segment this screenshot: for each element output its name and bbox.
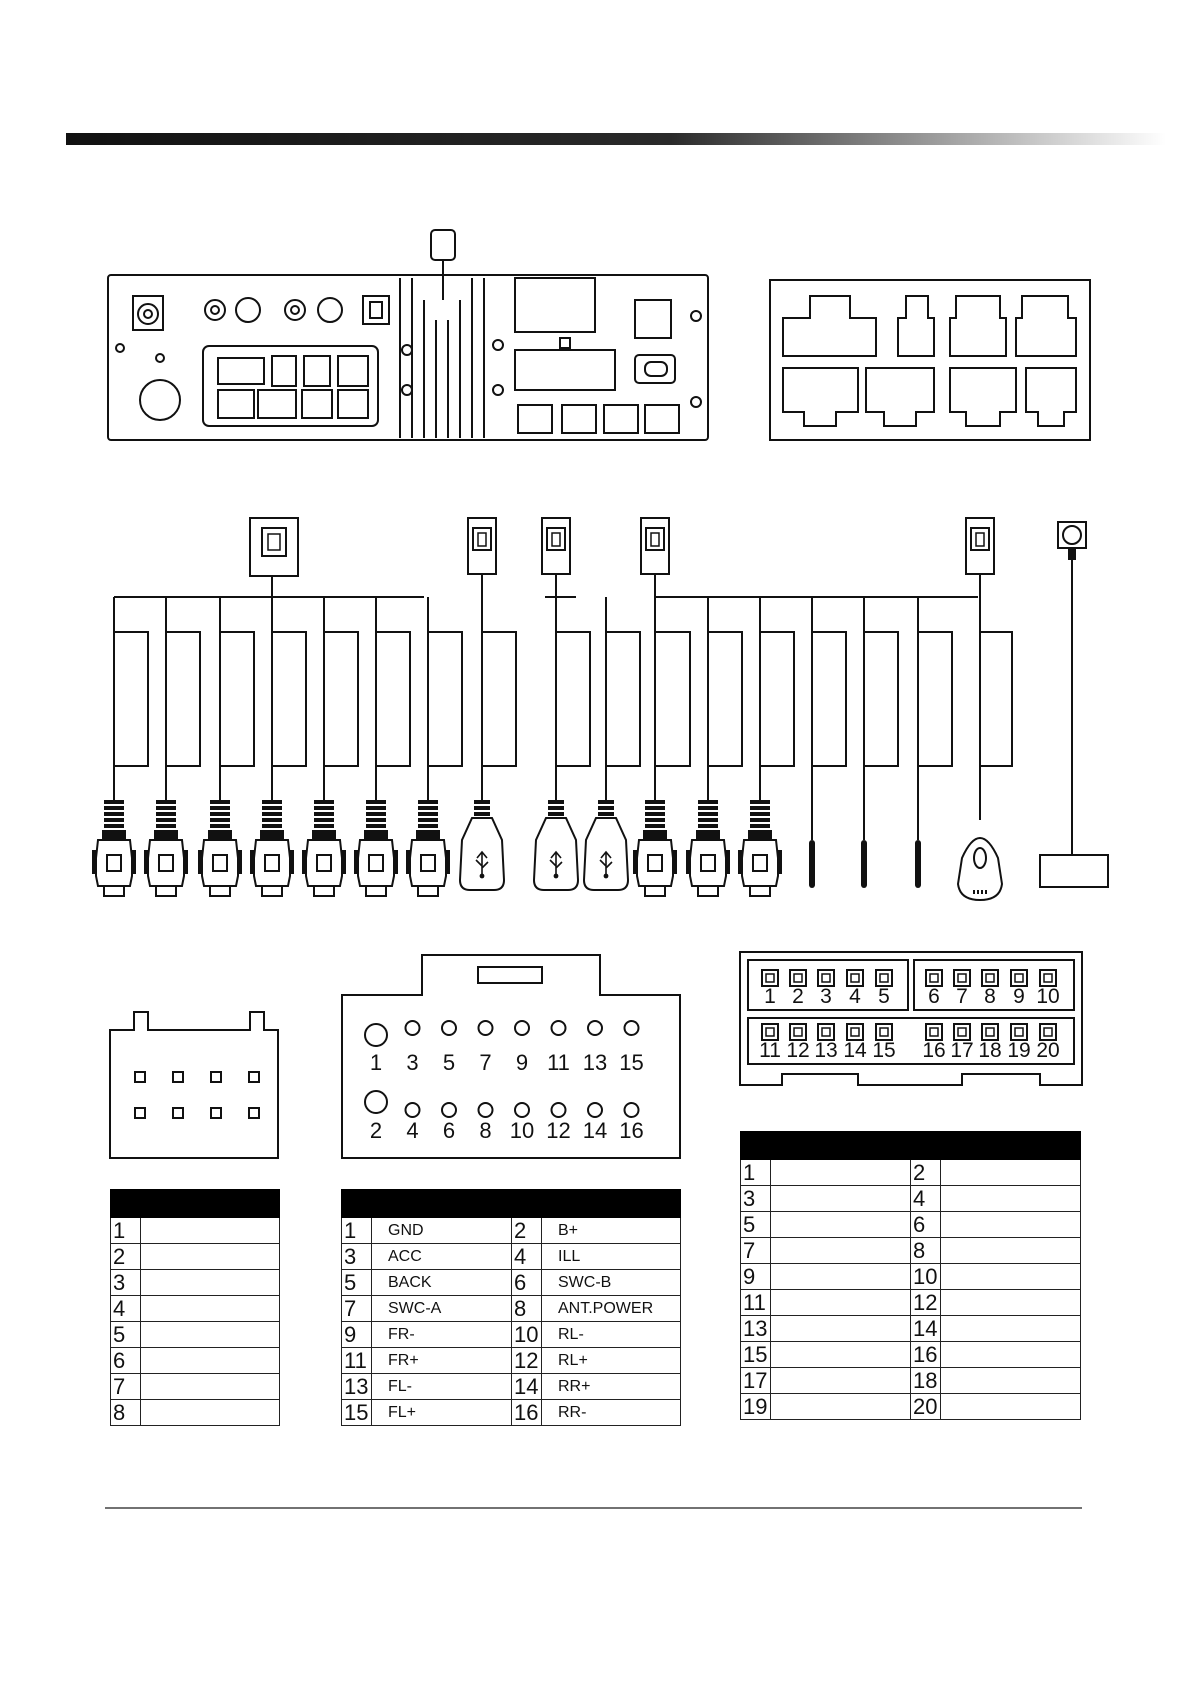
table-row [111, 1400, 280, 1426]
pin-function: RL+ [542, 1348, 681, 1374]
table-row [342, 1218, 681, 1244]
pin-number: 14 [911, 1316, 941, 1342]
pin-function [771, 1368, 911, 1394]
pin-number: 4 [111, 1296, 141, 1322]
table-row [741, 1160, 1081, 1186]
pin-function [941, 1316, 1081, 1342]
table-row [342, 1244, 681, 1270]
table-row [342, 1322, 681, 1348]
pin-hole [406, 1021, 420, 1035]
table-row [741, 1368, 1081, 1394]
pin-function [771, 1212, 911, 1238]
connector-20pin [740, 952, 1082, 1085]
pin-terminal [1040, 1024, 1056, 1040]
pin-function [941, 1342, 1081, 1368]
pin-number: 13 [814, 1039, 838, 1062]
table-row [741, 1264, 1081, 1290]
pin-function [941, 1212, 1081, 1238]
table-20pin [740, 1131, 1081, 1420]
pin-number: 9 [515, 1050, 529, 1075]
table-header [342, 1190, 681, 1218]
pin-function [771, 1290, 911, 1316]
pin-terminal [1011, 970, 1027, 986]
rca-plugs [92, 800, 782, 896]
pin-function: FL+ [372, 1400, 512, 1426]
pin-function [771, 1264, 911, 1290]
pin-number: 11 [342, 1348, 372, 1374]
pin-hole [515, 1103, 529, 1117]
pin-number: 4 [406, 1118, 419, 1143]
pin-number: 2 [911, 1160, 941, 1186]
pin-function [141, 1348, 280, 1374]
usb-plugs [460, 800, 628, 890]
table-row [342, 1296, 681, 1322]
pin-hole [515, 1021, 529, 1035]
pin-function [771, 1186, 911, 1212]
head-unit-rear-panel [108, 230, 708, 440]
pin-number: 12 [786, 1039, 810, 1062]
pin-number: 7 [111, 1374, 141, 1400]
pin-number: 8 [479, 1118, 492, 1143]
pin-number: 7 [342, 1296, 372, 1322]
pin-number: 6 [442, 1118, 456, 1143]
table-row [741, 1212, 1081, 1238]
cable-harness [114, 560, 1072, 855]
pin-number: 11 [547, 1050, 570, 1075]
table-row [741, 1316, 1081, 1342]
pin-number: 19 [741, 1394, 771, 1420]
pin-hole [588, 1021, 602, 1035]
table-row [741, 1342, 1081, 1368]
pin-hole [442, 1103, 456, 1117]
pin-number: 17 [950, 1039, 974, 1062]
pin-function: FR+ [372, 1348, 512, 1374]
pin-terminal [954, 970, 970, 986]
antenna-adapter-box [1040, 855, 1108, 887]
pin-number: 7 [479, 1050, 492, 1075]
pin-number: 16 [512, 1400, 542, 1426]
pin-function [771, 1238, 911, 1264]
pin-number: 1 [741, 1160, 771, 1186]
pin-number: 11 [759, 1039, 781, 1062]
pin-function [141, 1296, 280, 1322]
microphone [958, 838, 1002, 900]
table-row [111, 1322, 280, 1348]
pin-terminal [1040, 970, 1056, 986]
pin-function: RR- [542, 1400, 681, 1426]
table-row [111, 1374, 280, 1400]
pin-terminal [818, 970, 834, 986]
table-8pin [110, 1189, 280, 1426]
pin-number: 16 [922, 1039, 946, 1062]
pin-number: 11 [741, 1290, 771, 1316]
pin-function [941, 1368, 1081, 1394]
pin-hole [552, 1103, 566, 1117]
harness-plug-block [770, 280, 1090, 440]
pin-function [941, 1290, 1081, 1316]
pin-function: ANT.POWER [542, 1296, 681, 1322]
pin-terminal [926, 1024, 942, 1040]
pin-number: 4 [512, 1244, 542, 1270]
pin-number: 12 [512, 1348, 542, 1374]
pin-number: 15 [619, 1050, 644, 1075]
connector-16pin [342, 955, 680, 1158]
pin-function: SWC-A [372, 1296, 512, 1322]
pin-function [141, 1374, 280, 1400]
pin-hole [479, 1103, 493, 1117]
pin-number: 10 [512, 1322, 542, 1348]
pin-hole [552, 1021, 566, 1035]
pin-terminal [818, 1024, 834, 1040]
pin-terminal [954, 1024, 970, 1040]
pin-function [141, 1400, 280, 1426]
pin-number: 1 [111, 1218, 141, 1244]
pin-terminal [1011, 1024, 1027, 1040]
table-row [342, 1270, 681, 1296]
table-16pin [341, 1189, 681, 1426]
table-row [741, 1238, 1081, 1264]
pin-hole [406, 1103, 420, 1117]
pin-number: 8 [512, 1296, 542, 1322]
table-row [111, 1270, 280, 1296]
pin-function [941, 1186, 1081, 1212]
pin-terminal [982, 970, 998, 986]
pin-number: 2 [792, 985, 804, 1008]
pin-number: 3 [741, 1186, 771, 1212]
table-row [111, 1296, 280, 1322]
table-header [111, 1190, 280, 1218]
pin-number: 8 [911, 1238, 941, 1264]
pin-function [941, 1238, 1081, 1264]
pin-number: 1 [369, 1050, 383, 1075]
pin-number: 3 [406, 1050, 419, 1075]
pin-terminal [762, 970, 778, 986]
table-row [342, 1348, 681, 1374]
pin-terminal [876, 1024, 892, 1040]
pin-number: 18 [978, 1039, 1002, 1062]
pin-number: 16 [619, 1118, 644, 1143]
pin-number: 20 [1036, 1039, 1060, 1062]
pin-hole [625, 1103, 639, 1117]
table-row [111, 1244, 280, 1270]
pin-number: 12 [911, 1290, 941, 1316]
pin-number: 7 [956, 985, 968, 1008]
pin-terminal [926, 970, 942, 986]
pin-number: 14 [843, 1039, 867, 1062]
pin-number: 16 [911, 1342, 941, 1368]
pin-number: 2 [512, 1218, 542, 1244]
pin-number: 13 [582, 1050, 608, 1075]
pin-terminal [847, 970, 863, 986]
pin-function: RR+ [542, 1374, 681, 1400]
pin-number: 12 [546, 1118, 571, 1143]
bare-wire-ends [809, 840, 921, 888]
pin-function: SWC-B [542, 1270, 681, 1296]
table-row [741, 1290, 1081, 1316]
table-row [111, 1348, 280, 1374]
table-header [741, 1132, 1081, 1160]
pin-terminal [982, 1024, 998, 1040]
pin-hole [588, 1103, 602, 1117]
pin-function: GND [372, 1218, 512, 1244]
pin-number: 18 [911, 1368, 941, 1394]
pin-hole [625, 1021, 639, 1035]
pin-number: 2 [369, 1118, 383, 1143]
tab-connectors [250, 518, 1086, 576]
pin-function [141, 1322, 280, 1348]
pin-number: 6 [111, 1348, 141, 1374]
pin-function: BACK [372, 1270, 512, 1296]
pin-function [941, 1394, 1081, 1420]
pin-function [771, 1316, 911, 1342]
table-row [111, 1218, 280, 1244]
pin-number: 8 [111, 1400, 141, 1426]
pin-number: 8 [984, 985, 996, 1008]
pin-function: ILL [542, 1244, 681, 1270]
pin-number: 20 [911, 1394, 941, 1420]
pin-terminal [847, 1024, 863, 1040]
pin-number: 3 [820, 985, 832, 1008]
table-row [741, 1186, 1081, 1212]
pin-function [771, 1394, 911, 1420]
pin-number: 10 [509, 1118, 535, 1143]
pin-number: 3 [111, 1270, 141, 1296]
pin-number: 10 [1036, 985, 1060, 1008]
table-row [741, 1394, 1081, 1420]
pin-terminal [762, 1024, 778, 1040]
pin-number: 6 [911, 1212, 941, 1238]
table-row [342, 1400, 681, 1426]
pin-function [771, 1342, 911, 1368]
pin-function: B+ [542, 1218, 681, 1244]
pin-terminal [790, 1024, 806, 1040]
pin-hole [479, 1021, 493, 1035]
pin-number: 1 [764, 985, 776, 1008]
pin-number: 15 [872, 1039, 896, 1062]
pin-function [141, 1244, 280, 1270]
pin-number: 14 [512, 1374, 542, 1400]
pin-function [141, 1270, 280, 1296]
pin-function [941, 1264, 1081, 1290]
connector-8pin [110, 1012, 278, 1158]
pin-function [141, 1218, 280, 1244]
pin-number: 19 [1007, 1039, 1031, 1062]
pin-number: 9 [342, 1322, 372, 1348]
pin-number: 2 [111, 1244, 141, 1270]
pin-function: FR- [372, 1322, 512, 1348]
pin-function: FL- [372, 1374, 512, 1400]
pin-number: 9 [1013, 985, 1025, 1008]
pin-number: 1 [342, 1218, 372, 1244]
pin-number: 3 [342, 1244, 372, 1270]
pin-number: 10 [911, 1264, 941, 1290]
pin-number: 17 [741, 1368, 771, 1394]
table-row [342, 1374, 681, 1400]
pin-number: 13 [342, 1374, 372, 1400]
pin-number: 5 [342, 1270, 372, 1296]
pin-function [771, 1160, 911, 1186]
pin-number: 15 [741, 1342, 771, 1368]
pin-number: 6 [928, 985, 940, 1008]
pin-number: 9 [741, 1264, 771, 1290]
pin-function: ACC [372, 1244, 512, 1270]
pin-number: 7 [741, 1238, 771, 1264]
header-bar [66, 133, 1166, 145]
pin-number: 5 [878, 985, 890, 1008]
pin-terminal [876, 970, 892, 986]
pin-number: 5 [111, 1322, 141, 1348]
pin-number: 13 [741, 1316, 771, 1342]
pin-number: 5 [442, 1050, 456, 1075]
pin-function: RL- [542, 1322, 681, 1348]
pin-hole [442, 1021, 456, 1035]
pin-number: 6 [512, 1270, 542, 1296]
pin-number: 14 [582, 1118, 608, 1143]
pin-number: 15 [342, 1400, 372, 1426]
pin-function [941, 1160, 1081, 1186]
pin-terminal [790, 970, 806, 986]
pin-number: 5 [741, 1212, 771, 1238]
pin-number: 4 [911, 1186, 941, 1212]
pin-number: 4 [849, 985, 861, 1008]
